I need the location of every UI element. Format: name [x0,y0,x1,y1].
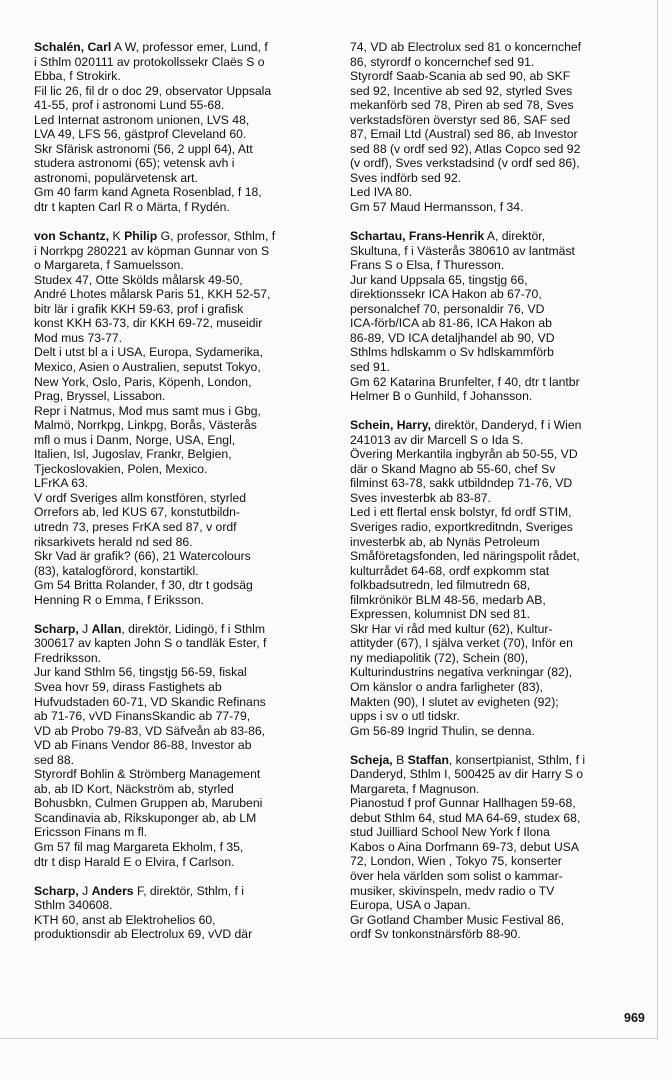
entry-line [350,345,655,360]
entry-given-name: Staffan [407,752,449,767]
entry-line [350,724,655,739]
entry-line [34,433,334,448]
entry-line [350,854,655,869]
entry-line [350,55,655,70]
entry-line [34,913,334,928]
biography-entry [350,753,655,942]
entry-line [34,840,334,855]
entry-line [350,273,655,288]
entry-text: Malmö, Norrkpg, Linkpg, Borås, Västerås [34,418,257,433]
biography-entry [34,229,334,607]
entry-text: verkstadsfören överstyr sed 86, SAF sed [350,112,571,127]
entry-line [350,389,655,404]
entry-surname: Schartau, Frans-Henrik [350,229,485,244]
entry-text: Pianostud f prof Gunnar Hallhagen 59-68, [350,796,576,811]
entry-text: 241013 av dir Marcell S o Ida S. [350,432,524,447]
entry-line [34,142,334,157]
entry-text: LFrKA 63. [34,476,89,491]
entry-line [34,811,334,826]
entry-surname: Scharp, [34,621,79,636]
entry-text: LVA 49, LFS 56, gästprof Cleveland 60. [34,127,247,142]
entry-line [350,578,655,593]
entry-line [34,651,334,666]
entry-line [34,98,334,113]
entry-line [350,869,655,884]
biography-entry [350,229,655,404]
entry-line [350,782,655,797]
entry-line [350,244,655,259]
entry-surname: Scharp, [34,883,79,898]
biography-entry [350,418,655,738]
entry-text: över hela världen som solist o kammar- [350,869,563,884]
entry-text: New York, Oslo, Paris, Köpenh, London, [34,374,252,389]
entry-text: Skr Vad är grafik? (66), 21 Watercolours [34,549,251,564]
entry-text: 300617 av kapten John S o tandläk Ester, f [34,636,267,651]
entry-text: Helmer B o Gunhild, f Johansson. [350,389,533,404]
page-edge-vertical [657,0,658,1040]
entry-text: (v ordf), Sves verkstadsind (v ordf sed 86), [350,156,580,171]
entry-line [350,127,655,142]
entry-line [34,578,334,593]
entry-line [34,156,334,171]
entry-text: Sves investerbk ab 83-87. [350,490,491,505]
entry-line [350,185,655,200]
entry-line [34,665,334,680]
entry-line [350,200,655,215]
entry-line [350,375,655,390]
entry-text: J Allan, direktör, Lidingö, f i Sthlm [78,621,265,636]
biography-entry [34,884,334,942]
entry-text: riksarkivets herald nd sed 86. [34,534,193,549]
entry-line [34,447,334,462]
entry-text: Ericsson Finans m fl. [34,825,148,840]
entry-line [34,127,334,142]
page-edge-horizontal [0,1038,658,1039]
entry-line [350,796,655,811]
biography-entry [350,40,655,215]
entry-text: ab 71-76, vVD FinansSkandic ab 77-79, [34,709,251,724]
entry-text: Kulturindustrins negativa verkningar (82), [350,665,573,680]
entry-text: Led Internat astronom unionen, LVS 48, [34,112,250,127]
entry-text: i Norrkpg 280221 av köpman Gunnar von S [34,243,270,258]
entry-text: studera astronomi (65); vetensk avh i [34,156,235,171]
entry-text: Jur kand Uppsala 65, tingstjg 66, [350,272,528,287]
biography-entry [34,40,334,215]
entry-line [34,753,334,768]
entry-line [350,840,655,855]
entry-line [34,476,334,491]
entry-line [34,535,334,550]
entry-line [350,680,655,695]
entry-text-rest: , konsertpianist, Sthlm, f i [448,752,586,767]
entry-text: Gr Gotland Chamber Music Festival 86, [350,912,565,927]
entry-text: bitr lär i grafik KKH 59-63, prof i grafisk [34,301,244,316]
entry-text: 74, VD ab Electrolux sed 81 o koncernchef [350,40,582,54]
entry-line [350,709,655,724]
entry-text: Mexico, Asien o Australien, seputst Tokyo, [34,359,261,374]
entry-line [350,898,655,913]
entry-text: 86, styrordf o koncernchef sed 91. [350,54,535,69]
entry-line [34,549,334,564]
entry-text: astronomi, populärvetensk art. [34,170,198,185]
entry-line [350,913,655,928]
entry-line [34,258,334,273]
entry-line [350,884,655,899]
entry-line [350,316,655,331]
entry-text: Småföretagsfonden, led näringspolit rådet, [350,549,580,564]
entry-text: attityder (67), I själva verket (70), Inför en [350,636,573,651]
entry-text: filminst 63-78, sakk utbildndep 71-76, VD [350,476,573,491]
entry-text: Jur kand Sthlm 56, tingstjg 56-59, fiskal [34,665,247,680]
entry-first-line [350,753,655,768]
entry-text: mfl o mus i Danm, Norge, USA, Engl, [34,432,236,447]
entry-line [34,185,334,200]
entry-text: Fil lic 26, fil dr o doc 29, observator Uppsala [34,83,272,98]
entry-line [34,898,334,913]
entry-text: sed 92, Incentive ab sed 92, styrled Sves [350,83,573,98]
entry-line [34,171,334,186]
entry-text: Fredriksson. [34,650,102,665]
entry-text: stud Juilliard School New York f Ilona [350,825,550,840]
entry-first-line [34,40,334,55]
entry-line [34,491,334,506]
entry-text: Styrordf Saab-Scania ab sed 90, ab SKF [350,69,571,84]
entry-surname: von Schantz, [34,229,110,244]
entry-text: Prag, Bryssel, Lissabon. [34,389,166,404]
entry-line [350,564,655,579]
entry-line [34,520,334,535]
entry-text: Makten (90), I slutet av evigheten (92); [350,694,559,709]
entry-text: sed 88 (v ordf sed 92), Atlas Copco sed 92 [350,141,581,156]
entry-text: där o Skand Magno ab 55-60, chef Sv [350,461,556,476]
entry-line [34,404,334,419]
entry-first-line [350,229,655,244]
entry-given-name: Philip [124,229,158,244]
entry-line [34,825,334,840]
entry-line [350,505,655,520]
entry-text: Gm 56-89 Ingrid Thulin, se denna. [350,723,535,738]
entry-line [350,287,655,302]
entry-text: direktör, Danderyd, f i Wien [431,418,582,433]
entry-text: Tjeckoslovakien, Polen, Mexico. [34,461,208,476]
entry-text: personalchef 70, personaldir 76, VD [350,301,545,316]
entry-line [350,156,655,171]
entry-text: Sveriges radio, exportkreditndn, Sveriges [350,519,573,534]
entry-given-name: Anders [91,883,134,898]
entry-line [350,593,655,608]
entry-first-line [34,622,334,637]
entry-text: Sthlm 340608. [34,898,113,913]
entry-text: Studex 47, Otte Skölds målarsk 49-50, [34,272,243,287]
entry-line [34,55,334,70]
entry-text: A W, professor emer, Lund, f [111,40,268,54]
entry-text: 72, London, Wien , Tokyo 75, konserter [350,854,562,869]
entry-text: Gm 54 Britta Rolander, f 30, dtr t godsäg [34,578,253,593]
entry-first-line [34,884,334,899]
entry-text: (83), katalogförord, konstartikl. [34,563,199,578]
biography-entry [34,622,334,869]
entry-text: Henning R o Emma, f Eriksson. [34,592,205,607]
entry-line [350,113,655,128]
entry-text: KTH 60, anst ab Elektrohelios 60, [34,912,216,927]
entry-line [34,113,334,128]
entry-line [350,491,655,506]
entry-text: Frans S o Elsa, f Thuresson. [350,258,505,273]
entry-text: konst KKH 63-73, dir KKH 69-72, museidir [34,316,263,331]
entry-line [34,287,334,302]
entry-text: kulturrådet 64-68, ordf expkomm stat [350,563,550,578]
entry-text: VD ab Probo 79-83, VD Säfveån ab 83-86, [34,723,266,738]
entry-line [34,316,334,331]
entry-line [350,767,655,782]
entry-line [34,680,334,695]
entry-line [350,98,655,113]
entry-line [34,273,334,288]
entry-line [350,447,655,462]
entry-first-line [350,418,655,433]
entry-line [34,69,334,84]
entry-line [34,709,334,724]
entry-line [34,244,334,259]
entry-text: Europa, USA o Japan. [350,898,471,913]
entry-line [34,200,334,215]
entry-line [34,505,334,520]
right-column [350,40,655,956]
entry-text: ab, ab ID Kort, Näckström ab, styrled [34,781,234,796]
entry-line [34,782,334,797]
entry-line [350,142,655,157]
entry-text: Delt i utst bl a i USA, Europa, Sydamerika, [34,345,263,360]
entry-text: sed 91. [350,359,390,374]
entry-text: Sves indförb sed 92. [350,170,462,185]
entry-line [350,258,655,273]
entry-text: utredn 73, preses FrKA sed 87, v ordf [34,520,237,534]
entry-text: 41-55, prof i astronomi Lund 55-68. [34,98,225,113]
entry-line [350,636,655,651]
entry-text: Italien, Isl, Jugoslav, Frankr, Belgien, [34,447,232,462]
entry-surname: Scheja, [350,752,393,767]
entry-text: dtr t kapten Carl R o Märta, f Rydén. [34,200,230,215]
entry-text: Scandinavia ab, Rikskuponger ab, ab LM [34,810,257,825]
entry-line [34,360,334,375]
entry-line [34,345,334,360]
entry-line [350,462,655,477]
entry-text: VD ab Finans Vendor 86-88, Investor ab [34,738,252,753]
entry-text: Repr i Natmus, Mod mus samt mus i Gbg, [34,403,261,418]
entry-line [34,331,334,346]
entry-line [34,564,334,579]
entry-line [350,665,655,680]
entry-text: upps i sv o utl tidskr. [350,709,460,724]
entry-line [34,418,334,433]
entry-line [350,520,655,535]
entry-line [350,171,655,186]
entry-line [34,695,334,710]
entry-line [34,855,334,870]
entry-text: dtr t disp Harald E o Elvira, f Carlson. [34,854,235,869]
entry-line [34,724,334,739]
entry-line [34,375,334,390]
entry-text: B Staffan, konsertpianist, Sthlm, f i [392,752,586,767]
entry-text: Styrordf Bohlin & Strömberg Management [34,767,261,782]
entry-line [34,636,334,651]
entry-text: Danderyd, Sthlm I, 500425 av dir Harry S o [350,767,584,782]
entry-text: Gm 40 farm kand Agneta Rosenblad, f 18, [34,185,262,200]
entry-text: Skr Sfärisk astronomi (56, 2 uppl 64), Att [34,141,253,156]
entry-text-rest: F, direktör, Sthlm, f i [133,883,244,898]
entry-text: filmkrönikör BLM 48-56, medarb AB, [350,592,546,607]
entry-line [350,360,655,375]
entry-line [350,622,655,637]
entry-line [350,549,655,564]
entry-text: Led IVA 80. [350,185,413,200]
entry-line [350,651,655,666]
entry-given-name: Allan [91,621,122,636]
entry-text: Led i ett flertal ensk bolstyr, fd ordf STIM, [350,505,572,520]
entry-line [350,302,655,317]
entry-text: mekanförb sed 78, Piren ab sed 78, Sves [350,98,574,113]
entry-text: 87, Email Ltd (Austral) sed 86, ab Investor [350,127,578,142]
entry-line [350,331,655,346]
entry-text: Övering Merkantila ingbyrån ab 50-55, VD [350,447,578,462]
entry-text: musiker, skivinspeln, medv radio o TV [350,883,555,898]
entry-text: 86-89, VD ICA detaljhandel ab 90, VD [350,330,555,345]
entry-text: sed 88. [34,752,74,767]
entry-text: investerbk ab, ab Nynäs Petroleum [350,534,540,549]
entry-text: Skr Har vi råd med kultur (62), Kultur- [350,621,553,636]
entry-line [350,476,655,491]
entry-text-rest: G, professor, Sthlm, f [157,229,276,244]
entry-text: Gm 62 Katarina Brunfelter, f 40, dtr t lantbr [350,374,580,389]
left-column [34,40,334,956]
entry-line [34,593,334,608]
entry-text: folkbadsutredn, led filmutredn 68, [350,578,531,593]
entry-line [34,738,334,753]
entry-line [350,825,655,840]
entry-line [34,462,334,477]
entry-text: Kabos o Aina Dorfmann 69-73, debut USA [350,839,579,854]
entry-line [34,389,334,404]
entry-line [34,767,334,782]
entry-text: direktionssekr ICA Hakon ab 67-70, [350,287,542,302]
entry-line [350,535,655,550]
entry-text: Gm 57 Maud Hermansson, f 34. [350,200,524,215]
entry-text: debut Sthlm 64, stud MA 64-69, studex 68, [350,810,581,825]
entry-line [350,927,655,942]
entry-first-line [350,40,655,55]
entry-text: Gm 57 fil mag Margareta Ekholm, f 35, [34,839,244,854]
entry-surname: Schein, Harry, [350,418,432,433]
entry-line [350,811,655,826]
entry-text: Bohusbkn, Culmen Gruppen ab, Marubeni [34,796,263,811]
entry-text: Orrefors ab, led KUS 67, konstutbildn- [34,505,240,520]
entry-text: Om känslor o andra farligheter (83), [350,679,544,694]
entry-text: Skultuna, f i Västerås 380610 av lantmäst [350,243,575,258]
entry-line [350,433,655,448]
entry-line [34,796,334,811]
entry-first-line [34,229,334,244]
entry-text: produktionsdir ab Electrolux 69, vVD där [34,927,253,942]
entry-line [34,302,334,317]
entry-text: André Lhotes målarsk Paris 51, KKH 52-57, [34,287,271,302]
entry-text: Expressen, kolumnist DN sed 81. [350,607,531,622]
entry-text: Hufvudstaden 60-71, VD Skandic Refinans [34,694,266,709]
entry-text-rest: , direktör, Lidingö, f i Sthlm [121,621,265,636]
entry-text: A, direktör, [484,229,546,244]
entry-line [34,84,334,99]
entry-text: ICA-förb/ICA ab 81-86, ICA Hakon ab [350,316,552,331]
entry-line [350,84,655,99]
entry-text: Margareta, f Magnuson. [350,781,480,796]
entry-line [350,607,655,622]
entry-text: Sthlms hdlskamm o Sv hdlskammförb [350,345,554,360]
entry-text: Ebba, f Strokirk. [34,69,121,84]
entry-text: Svea hovr 59, dirass Fastighets ab [34,679,222,694]
entry-line [350,695,655,710]
entry-text: Mod mus 73-77. [34,330,123,345]
entry-surname: Schalén, Carl [34,40,112,54]
entry-text: J Anders F, direktör, Sthlm, f i [78,883,244,898]
entry-text: V ordf Sveriges allm konstfören, styrled [34,490,247,505]
entry-text: ordf Sv tonkonstnärsförb 88-90. [350,927,521,942]
entry-text: ny mediapolitik (72), Schein (80), [350,650,529,665]
entry-text: i Sthlm 020111 av protokollssekr Claës S o [34,54,265,69]
entry-line [350,69,655,84]
entry-line [34,927,334,942]
page-number: 969 [624,1011,645,1025]
entry-text: K Philip G, professor, Sthlm, f [109,229,276,244]
entry-text: o Margareta, f Samuelsson. [34,258,184,273]
